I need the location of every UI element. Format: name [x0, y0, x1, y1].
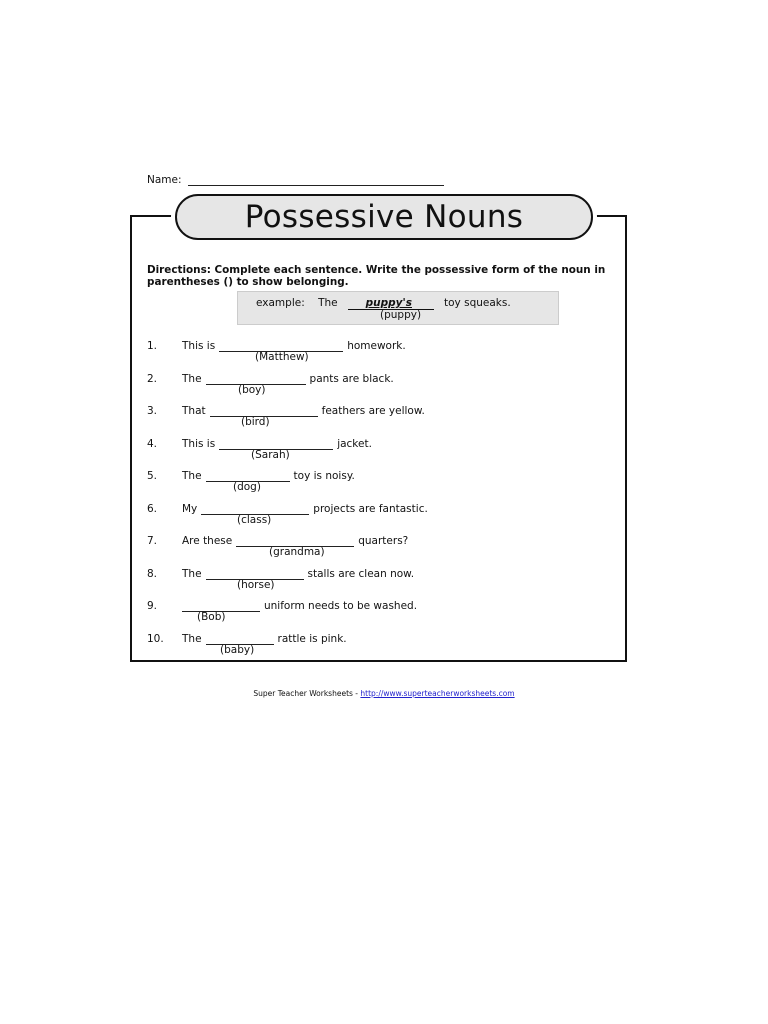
- noun-hint: (Matthew): [255, 351, 309, 363]
- item-number: 10.: [147, 632, 164, 645]
- sentence-before: Are these: [182, 535, 233, 547]
- footer-link[interactable]: http://www.superteacherworksheets.com: [360, 689, 515, 698]
- noun-hint: (boy): [238, 383, 266, 396]
- sentence-after: feathers are yellow.: [321, 405, 425, 417]
- sentence-before: The: [182, 372, 202, 385]
- example-answer: puppy's: [348, 297, 434, 310]
- sentence-item: [147, 438, 617, 471]
- sentence-item: [147, 633, 617, 666]
- worksheet-title: Possessive Nouns: [175, 194, 593, 240]
- sentence-item: [147, 470, 617, 503]
- example-before: The: [318, 297, 338, 309]
- noun-hint: (Sarah): [251, 448, 290, 461]
- sentence-after: rattle is pink.: [277, 632, 347, 645]
- sentence-text: [182, 568, 414, 580]
- example-after: toy squeaks.: [444, 297, 511, 309]
- footer-text: Super Teacher Worksheets -: [253, 689, 361, 698]
- example-noun: (puppy): [380, 309, 422, 321]
- sentence-before: This is: [182, 340, 216, 352]
- name-row: [147, 174, 444, 186]
- item-number: 3.: [147, 405, 158, 417]
- sentence-after: homework.: [347, 340, 406, 352]
- item-number: 5.: [147, 470, 158, 482]
- noun-hint: (horse): [237, 578, 275, 591]
- sentence-after: toy is noisy.: [293, 470, 355, 482]
- sentence-item: [147, 340, 617, 373]
- sentence-text: [182, 470, 355, 482]
- directions: Directions: Complete each sentence. Write the possessive form of the noun in parentheses () to show belonging.: [147, 264, 606, 288]
- sentence-text: [182, 373, 394, 385]
- example-box: [237, 291, 559, 325]
- sentence-item: [147, 373, 617, 406]
- item-number: 6.: [147, 502, 158, 515]
- item-number: 9.: [147, 600, 158, 612]
- item-number: 8.: [147, 567, 158, 580]
- sentence-text: [182, 503, 428, 515]
- noun-hint: (dog): [233, 481, 261, 493]
- sentence-after: jacket.: [337, 437, 372, 450]
- sentence-list: [147, 340, 617, 665]
- sentence-before: The: [182, 567, 202, 580]
- sentence-before: That: [182, 405, 206, 417]
- item-number: 1.: [147, 340, 158, 352]
- name-label: Name:: [147, 174, 182, 186]
- sentence-after: projects are fantastic.: [313, 502, 428, 515]
- sentence-after: stalls are clean now.: [307, 567, 415, 580]
- sentence-item: [147, 568, 617, 601]
- sentence-before: The: [182, 632, 202, 645]
- sentence-text: [182, 633, 347, 645]
- footer: [0, 689, 768, 698]
- item-number: 7.: [147, 535, 158, 547]
- noun-hint: (bird): [241, 416, 270, 428]
- sentence-before: This is: [182, 437, 216, 450]
- sentence-item: [147, 600, 617, 633]
- noun-hint: (class): [237, 513, 272, 526]
- sentence-text: [182, 405, 425, 417]
- sentence-after: quarters?: [358, 535, 409, 547]
- sentence-after: uniform needs to be washed.: [264, 600, 418, 612]
- sentence-item: [147, 503, 617, 536]
- name-blank: [188, 175, 444, 186]
- item-number: 2.: [147, 372, 158, 385]
- sentence-item: [147, 405, 617, 438]
- sentence-before: The: [182, 470, 202, 482]
- sentence-before: My: [182, 502, 198, 515]
- sentence-item: [147, 535, 617, 568]
- example-label: example:: [256, 297, 305, 309]
- sentence-after: pants are black.: [309, 372, 394, 385]
- noun-hint: (baby): [220, 643, 255, 656]
- noun-hint: (Bob): [197, 611, 226, 623]
- noun-hint: (grandma): [269, 546, 325, 558]
- item-number: 4.: [147, 437, 158, 450]
